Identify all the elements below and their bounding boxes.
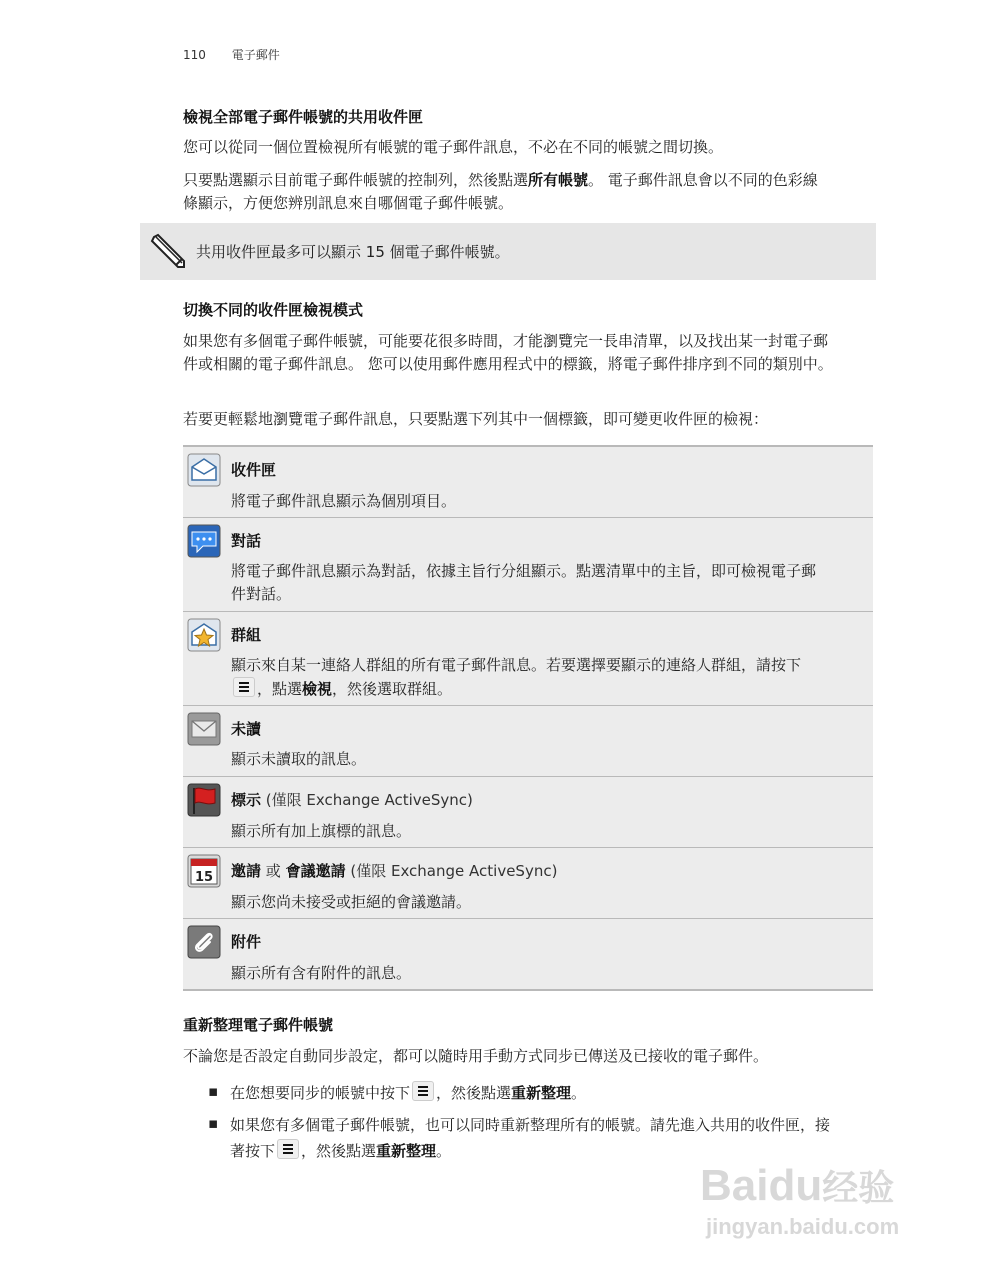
tab-title <box>231 789 473 810</box>
tab-title <box>231 860 557 881</box>
bold-term: 標示 <box>231 791 262 809</box>
pencil-icon <box>148 231 188 271</box>
text: 將電子郵件訊息顯示為對話，依據主旨行分組顯示。點選清單中的主旨，即可檢視電子郵 <box>231 562 817 580</box>
paragraph <box>183 330 883 376</box>
text: 。 <box>436 1142 452 1160</box>
table-row-conversation <box>183 518 873 612</box>
text: 如果您有多個電子郵件帳號，可能要花很多時間，才能瀏覽完一長串清單，以及找出某一封電子郵 <box>183 332 829 350</box>
watermark-text: du <box>768 1161 823 1210</box>
note-text: 共用收件匣最多可以顯示 15 個電子郵件帳號。 <box>196 243 510 261</box>
menu-icon <box>233 677 255 697</box>
tab-description: 顯示您尚未接受或拒絕的會議邀請。 <box>231 893 472 911</box>
bold-term: 重新整理 <box>376 1142 437 1160</box>
table-row-flagged <box>183 777 873 848</box>
watermark-url: jingyan.baidu.com <box>706 1214 900 1239</box>
section-heading-view-modes: 切換不同的收件匣檢視模式 <box>183 301 364 319</box>
bold-term: 所有帳號 <box>528 171 589 189</box>
watermark-text: Bai <box>700 1161 769 1210</box>
tab-title: 附件 <box>231 933 262 951</box>
tab-title: 收件匣 <box>231 461 277 479</box>
text: ，點選 <box>257 680 303 698</box>
menu-icon <box>277 1139 299 1159</box>
text: 條顯示，方便您辨別訊息來自哪個電子郵件帳號。 <box>183 194 514 212</box>
list-item <box>230 1112 890 1164</box>
table-row-attachments <box>183 919 873 989</box>
title-note: (僅限 Exchange ActiveSync) <box>261 791 473 809</box>
tab-description <box>231 560 863 606</box>
table-row-unread <box>183 706 873 777</box>
text: 顯示來自某一連絡人群組的所有電子郵件訊息。若要選擇要顯示的連絡人群組，請按下 <box>231 656 802 674</box>
paragraph: 若要更輕鬆地瀏覽電子郵件訊息，只要點選下列其中一個標籤，即可變更收件匣的檢視： <box>183 410 769 428</box>
text: 只要點選顯示目前電子郵件帳號的控制列，然後點選 <box>183 171 529 189</box>
menu-icon <box>412 1081 434 1101</box>
tab-title: 群組 <box>231 626 262 644</box>
page-number: 110 <box>183 48 206 62</box>
text: 在您想要同步的帳號中按下 <box>230 1084 411 1102</box>
table-row-invitations <box>183 848 873 919</box>
text: 。 <box>571 1084 587 1102</box>
inbox-icon <box>187 453 221 487</box>
table-row-inbox <box>183 447 873 518</box>
title-note: (僅限 Exchange ActiveSync) <box>345 862 558 880</box>
section-heading-refresh: 重新整理電子郵件帳號 <box>183 1016 334 1034</box>
tab-description: 顯示未讀取的訊息。 <box>231 750 367 768</box>
bullet-marker: ▪ <box>208 1082 219 1100</box>
text: 。 電子郵件訊息會以不同的色彩線 <box>588 171 818 189</box>
calendar-date-number: 15 <box>194 870 214 885</box>
text: 或 <box>261 862 286 880</box>
conversation-icon <box>187 524 221 558</box>
bullet-marker: ▪ <box>208 1114 219 1132</box>
flag-icon <box>187 783 221 817</box>
tab-title: 未讀 <box>231 720 262 738</box>
bold-term: 檢視 <box>302 680 333 698</box>
tab-description: 顯示所有含有附件的訊息。 <box>231 964 412 982</box>
text: ，然後點選 <box>436 1084 512 1102</box>
text: ，然後選取群組。 <box>332 680 453 698</box>
paperclip-icon <box>187 925 221 959</box>
bold-term: 邀請 <box>231 862 262 880</box>
chapter-title: 電子郵件 <box>231 48 280 62</box>
tab-description: 將電子郵件訊息顯示為個別項目。 <box>231 492 457 510</box>
tab-description <box>231 654 863 701</box>
group-icon <box>187 618 221 652</box>
text: 件或相關的電子郵件訊息。 您可以使用郵件應用程式中的標籤，將電子郵件排序到不同的類別中。 <box>183 355 833 373</box>
list-item <box>230 1080 890 1106</box>
bold-term: 重新整理 <box>511 1084 572 1102</box>
page-header <box>183 46 280 63</box>
tab-title: 對話 <box>231 532 262 550</box>
text: 著按下 <box>230 1142 276 1160</box>
tab-description: 顯示所有加上旗標的訊息。 <box>231 822 412 840</box>
view-tabs-table <box>183 445 873 991</box>
paragraph <box>183 169 883 215</box>
paragraph: 不論您是否設定自動同步設定，都可以隨時用手動方式同步已傳送及已接收的電子郵件。 <box>183 1047 769 1065</box>
table-row-group <box>183 612 873 706</box>
text: 件對話。 <box>231 585 292 603</box>
bold-term: 會議邀請 <box>285 862 346 880</box>
paragraph: 您可以從同一個位置檢視所有帳號的電子郵件訊息，不必在不同的帳號之間切換。 <box>183 138 724 156</box>
text: ，然後點選 <box>301 1142 377 1160</box>
watermark-text: 经验 <box>822 1167 895 1208</box>
unread-icon <box>187 712 221 746</box>
note-box <box>140 223 876 280</box>
watermark-logo <box>700 1160 894 1211</box>
section-heading-shared-inbox: 檢視全部電子郵件帳號的共用收件匣 <box>183 108 424 126</box>
calendar-icon <box>187 854 221 888</box>
text: 如果您有多個電子郵件帳號，也可以同時重新整理所有的帳號。請先進入共用的收件匣，接 <box>230 1116 831 1134</box>
